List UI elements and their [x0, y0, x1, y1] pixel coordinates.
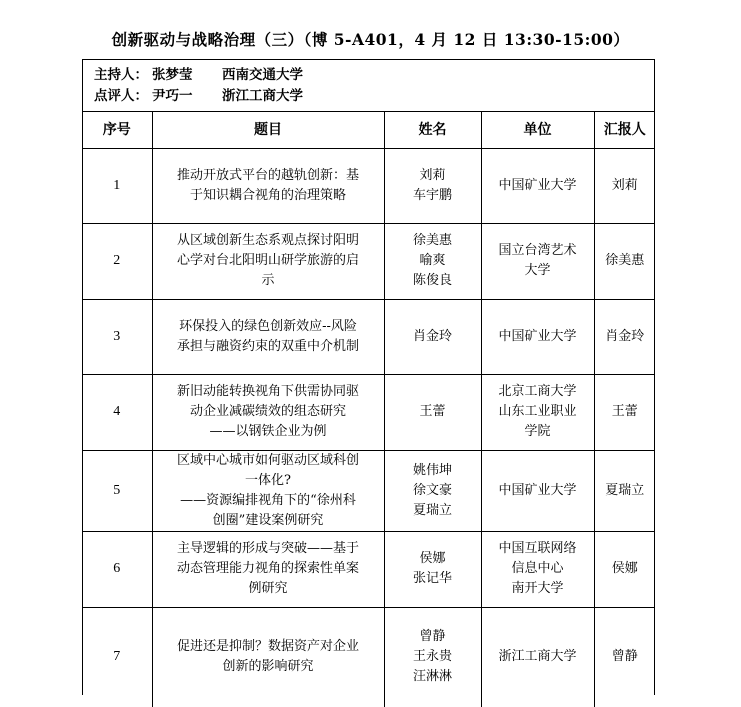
author-name: 徐美惠	[412, 233, 452, 248]
schedule-table	[82, 112, 655, 707]
author-name: 曾静	[419, 629, 446, 645]
topic-line: 促进还是抑制？数据资产对企业	[176, 639, 359, 655]
unit-line: 中国矿业大学	[498, 482, 577, 498]
col-header-name: 姓名	[384, 112, 481, 148]
author-name: 喻爽	[419, 253, 446, 268]
unit-line: 浙江工商大学	[498, 649, 577, 665]
table-row	[82, 531, 655, 607]
topic-line: 环保投入的绿色创新效应--风险	[179, 318, 357, 334]
topic-line: 例研究	[248, 581, 288, 596]
topic-line: ——资源编排视角下的“徐州科	[180, 492, 356, 508]
row-reporter: 徐美惠	[594, 223, 655, 299]
table-header-row	[82, 112, 655, 148]
row-number: 1	[82, 148, 152, 223]
unit-line: 学院	[524, 424, 551, 439]
row-reporter: 曾静	[594, 607, 655, 707]
row-number: 2	[82, 223, 152, 299]
row-units	[481, 607, 594, 707]
unit-line: 中国矿业大学	[498, 177, 577, 193]
author-name: 肖金玲	[412, 328, 452, 344]
row-names	[384, 531, 481, 607]
row-topic	[152, 450, 384, 531]
row-number: 4	[82, 374, 152, 450]
topic-line: 于知识耦合视角的治理策略	[189, 187, 346, 203]
unit-line: 信息中心	[511, 561, 564, 576]
table-row	[82, 299, 655, 374]
unit-line: 南开大学	[511, 581, 564, 596]
host-row-moderator	[94, 65, 655, 86]
row-number: 3	[82, 299, 152, 374]
row-number: 7	[82, 607, 152, 707]
row-topic	[152, 531, 384, 607]
topic-line: 主导逻辑的形成与突破——基于	[176, 541, 359, 556]
unit-line: 中国矿业大学	[498, 328, 577, 344]
author-name: 汪淋淋	[412, 669, 452, 685]
row-reporter: 夏瑞立	[594, 450, 655, 531]
hosts-block	[82, 59, 655, 112]
author-name: 夏瑞立	[412, 502, 452, 518]
topic-line: 心学对台北阳明山研学旅游的启	[176, 253, 359, 268]
host-affiliation: 西南交通大学	[222, 67, 303, 83]
discussant-name: 尹巧一	[152, 88, 193, 104]
table-row	[82, 374, 655, 450]
row-reporter: 刘莉	[594, 148, 655, 223]
row-units	[481, 148, 594, 223]
topic-line: 示	[261, 273, 275, 288]
author-name: 王永贵	[412, 649, 452, 665]
row-reporter: 肖金玲	[594, 299, 655, 374]
row-names	[384, 299, 481, 374]
unit-line: 山东工业职业	[498, 404, 577, 419]
row-names	[384, 223, 481, 299]
row-reporter: 王蕾	[594, 374, 655, 450]
discussant-role-label: 点评人：	[94, 88, 148, 104]
topic-line: 创圈”建设案例研究	[212, 512, 324, 528]
author-name: 陈俊良	[412, 273, 452, 288]
row-topic	[152, 374, 384, 450]
row-topic	[152, 607, 384, 707]
discussant-affiliation: 浙江工商大学	[222, 88, 303, 104]
row-topic	[152, 148, 384, 223]
row-reporter: 侯娜	[594, 531, 655, 607]
topic-line: 创新的影响研究	[222, 659, 314, 675]
topic-line: 承担与融资约束的双重中介机制	[176, 338, 359, 354]
unit-line: 国立台湾艺术	[498, 243, 577, 258]
row-units	[481, 531, 594, 607]
unit-line: 北京工商大学	[498, 384, 577, 399]
table-row	[82, 148, 655, 223]
unit-line: 中国互联网络	[498, 541, 577, 556]
col-header-reporter: 汇报人	[594, 112, 655, 148]
row-number: 5	[82, 450, 152, 531]
host-role-label: 主持人：	[94, 67, 148, 83]
row-names	[384, 450, 481, 531]
row-number: 6	[82, 531, 152, 607]
topic-line: ——以钢铁企业为例	[209, 424, 327, 439]
topic-line: 推动开放式平台的越轨创新：基	[176, 167, 359, 183]
table-row	[82, 450, 655, 531]
author-name: 侯娜	[419, 551, 446, 566]
topic-line: 一体化?	[245, 472, 291, 488]
host-name: 张梦莹	[152, 67, 193, 83]
session-title: 创新驱动与战略治理（三）（博 5-A401，4 月 12 日 13:30-15:00）	[111, 30, 630, 49]
author-name: 姚伟坤	[412, 462, 452, 478]
unit-line: 大学	[524, 263, 551, 278]
table-row	[82, 223, 655, 299]
row-topic	[152, 223, 384, 299]
topic-line: 从区域创新生态系观点探讨阳明	[176, 233, 359, 248]
table-row	[82, 607, 655, 707]
host-row-discussant	[94, 86, 655, 107]
author-name: 徐文豪	[412, 482, 452, 498]
author-name: 刘莉	[419, 167, 446, 183]
row-names	[384, 148, 481, 223]
author-name: 王蕾	[419, 404, 446, 419]
topic-line: 区域中心城市如何驱动区域科创	[176, 452, 359, 468]
col-header-no: 序号	[82, 112, 152, 148]
author-name: 张记华	[412, 571, 452, 586]
topic-line: 新旧动能转换视角下供需协同驱	[176, 384, 359, 399]
col-header-topic: 题目	[152, 112, 384, 148]
row-topic	[152, 299, 384, 374]
col-header-unit: 单位	[481, 112, 594, 148]
row-names	[384, 607, 481, 707]
author-name: 车宇鹏	[412, 187, 452, 203]
row-names	[384, 374, 481, 450]
topic-line: 动企业减碳绩效的组态研究	[189, 404, 346, 419]
row-units	[481, 223, 594, 299]
row-units	[481, 374, 594, 450]
row-units	[481, 299, 594, 374]
row-units	[481, 450, 594, 531]
topic-line: 动态管理能力视角的探索性单案	[176, 561, 359, 576]
